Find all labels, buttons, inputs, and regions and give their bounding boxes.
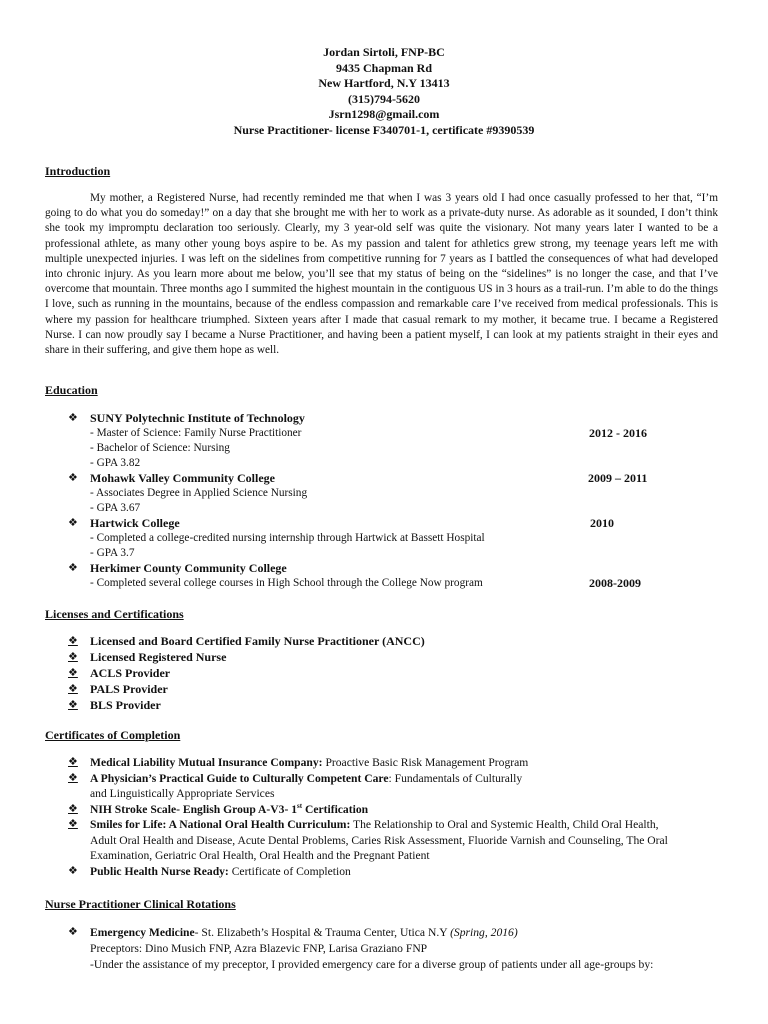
diamond-bullet-icon: ❖ (68, 562, 78, 574)
diamond-bullet-icon: ❖ (68, 472, 78, 484)
certificate-title: Smiles for Life: A National Oral Health Curriculum: (90, 818, 351, 831)
gpa-line: - GPA 3.7 (90, 547, 135, 559)
degree-line: - Master of Science: Family Nurse Practitioner (90, 427, 302, 439)
introduction-heading: Introduction (45, 164, 111, 178)
license-name: ACLS Provider (90, 666, 171, 680)
list-item (68, 531, 668, 546)
list-item (68, 576, 668, 591)
certificates-heading: Certificates of Completion (45, 728, 181, 742)
license-line: Nurse Practitioner- license F340701-1, certificate #9390539 (233, 122, 535, 137)
city-address: New Hartford, N.Y 13413 (318, 76, 450, 91)
rotation-description: -Under the assistance of my preceptor, I provided emergency care for a diverse group of patients under all age-groups by: (90, 958, 654, 971)
school-name: Herkimer County Community College (90, 561, 287, 575)
list-item (68, 456, 668, 471)
list-item (68, 471, 668, 486)
list-item (68, 771, 728, 787)
list-item (68, 516, 668, 531)
list-item (68, 561, 668, 576)
list-item (68, 682, 728, 698)
diamond-bullet-icon: ❖ (68, 412, 78, 424)
school-years: 2012 - 2016 (589, 426, 647, 440)
license-name: PALS Provider (90, 682, 168, 696)
certificate-entry (90, 802, 368, 817)
diamond-bullet-icon: ❖ (68, 756, 78, 768)
list-item (68, 941, 728, 957)
school-name: Hartwick College (90, 516, 180, 530)
list-item (68, 634, 728, 650)
license-name: BLS Provider (90, 698, 161, 712)
list-item (68, 802, 728, 818)
degree-line: - Associates Degree in Applied Science Nursing (90, 487, 308, 499)
email-address: Jsrn1298@gmail.com (328, 107, 440, 122)
certificate-detail: The Relationship to Oral and Systemic Health, Child Oral Health, (350, 818, 659, 831)
list-item (68, 786, 728, 802)
certificate-continuation: Examination, Geriatric Oral Health, Oral Health and the Pregnant Patient (90, 849, 430, 862)
certificate-continuation: and Linguistically Appropriate Services (90, 787, 275, 800)
gpa-line: - GPA 3.82 (90, 457, 141, 469)
school-years: 2009 – 2011 (588, 471, 648, 485)
certificates-list (68, 755, 728, 879)
rotation-entry (90, 925, 518, 940)
list-item (68, 486, 668, 501)
rotations-list (68, 925, 728, 973)
list-item (68, 925, 728, 941)
school-name: Mohawk Valley Community College (90, 471, 276, 485)
diamond-bullet-icon: ❖ (68, 864, 78, 877)
diamond-bullet-icon: ❖ (68, 651, 78, 663)
list-item (68, 650, 728, 666)
diamond-bullet-icon: ❖ (68, 771, 78, 784)
list-item (68, 698, 728, 714)
contact-header (0, 45, 768, 139)
degree-line: - Completed a college-credited nursing internship through Hartwick at Bassett Hospital (90, 532, 485, 544)
diamond-bullet-icon: ❖ (68, 926, 78, 938)
phone-number: (315)794-5620 (348, 91, 420, 106)
list-item (68, 833, 728, 849)
rotation-preceptors: Preceptors: Dino Musich FNP, Azra Blazevic FNP, Larisa Graziano FNP (90, 942, 428, 955)
list-item (68, 848, 728, 864)
certificate-detail: Certificate of Completion (228, 864, 351, 878)
certificate-entry (90, 771, 522, 786)
education-heading: Education (45, 383, 98, 397)
certificate-title: NIH Stroke Scale- English Group A-V3- 1 (90, 802, 297, 816)
list-item (68, 755, 728, 771)
list-item (68, 501, 668, 516)
list-item (68, 957, 728, 973)
gpa-line: - GPA 3.67 (90, 502, 141, 514)
certificate-continuation: Adult Oral Health and Disease, Acute Dental Problems, Caries Risk Assessment, Fluoride Varnish and Counseling, The Oral (90, 833, 668, 847)
diamond-bullet-icon: ❖ (68, 699, 78, 711)
diamond-bullet-icon: ❖ (68, 683, 78, 695)
licenses-list (68, 634, 728, 714)
diamond-bullet-icon: ❖ (68, 667, 78, 679)
certificate-detail: Proactive Basic Risk Management Program (322, 756, 529, 769)
list-item (68, 411, 668, 426)
street-address: 9435 Chapman Rd (335, 60, 433, 75)
diamond-bullet-icon: ❖ (68, 802, 78, 815)
licenses-heading: Licenses and Certifications (45, 607, 184, 621)
rotation-title: Emergency Medicine (90, 926, 195, 939)
certificate-entry (90, 817, 659, 832)
license-name: Licensed Registered Nurse (90, 650, 227, 664)
certificate-detail: : Fundamentals of Culturally (388, 771, 523, 785)
list-item (68, 546, 668, 561)
school-name: SUNY Polytechnic Institute of Technology (90, 411, 305, 425)
diamond-bullet-icon: ❖ (68, 635, 78, 647)
certificate-title: Public Health Nurse Ready: (90, 864, 229, 878)
list-item (68, 666, 728, 682)
list-item (68, 426, 668, 441)
rotation-term: (Spring, 2016) (450, 926, 518, 939)
school-years: 2008-2009 (589, 576, 641, 590)
applicant-name: Jordan Sirtoli, FNP-BC (323, 45, 445, 59)
education-list (68, 411, 668, 591)
ordinal-suffix: st (297, 801, 303, 810)
list-item (68, 864, 728, 880)
certificate-entry (90, 755, 528, 770)
introduction-text (45, 191, 718, 358)
rotation-location: - St. Elizabeth’s Hospital & Trauma Center, Utica N.Y (194, 926, 451, 939)
certificate-title: Medical Liability Mutual Insurance Company: (90, 756, 323, 769)
certificate-entry (90, 864, 351, 879)
certificate-title: A Physician’s Practical Guide to Culturally Competent Care (90, 771, 389, 785)
rotations-heading: Nurse Practitioner Clinical Rotations (45, 897, 236, 911)
degree-line: - Completed several college courses in High School through the College Now program (90, 577, 483, 589)
list-item (68, 817, 728, 833)
introduction-paragraph: My mother, a Registered Nurse, had recently reminded me that when I was 3 years old I had once casually professed to her that, “I’m going to do what you do someday!” on a day that she brought me with her to work as a private-duty nurse. As adorable as it sounded, I don’t think she took my impromptu declaration too seriously. Clearly, my 3 year-old self was quite the visionary. Not many years later I wanted to be a professional athlete, as many other young boys aspire to be. As my passion and talent for athletics grew strong, my teenage years left me with multiple unexpected injuries. I was left on the sidelines from competitive running for 7 years as I battled the consequences of what had developed into chronic injury. As you learn more about me below, you’ll see that my status of being on the “sidelines” is no longer the case, and that I’ve overcome that mountain. Three months ago I summited the highest mountain in the contiguous US in 3 hours as a trail-run. I’m able to do the things I love, such as running in the mountains, because of the endless compassion and remarkable care I’ve received from medical professionals. This is where my passion for healthcare triumphed. Sixteen years after I made that casual remark to my mother, it became true. I became a Registered Nurse. I can now proudly say I became a Nurse Practitioner, and having been a patient myself, I can look at my patients straight in their eyes and share in their suffering, and give them hope as well. (45, 192, 718, 357)
license-name: Licensed and Board Certified Family Nurse Practitioner (ANCC) (90, 634, 425, 648)
diamond-bullet-icon: ❖ (68, 517, 78, 529)
list-item (68, 441, 668, 456)
diamond-bullet-icon: ❖ (68, 818, 78, 830)
degree-line: - Bachelor of Science: Nursing (90, 442, 230, 454)
school-years: 2010 (590, 516, 614, 530)
certificate-title-end: Certification (302, 802, 369, 816)
